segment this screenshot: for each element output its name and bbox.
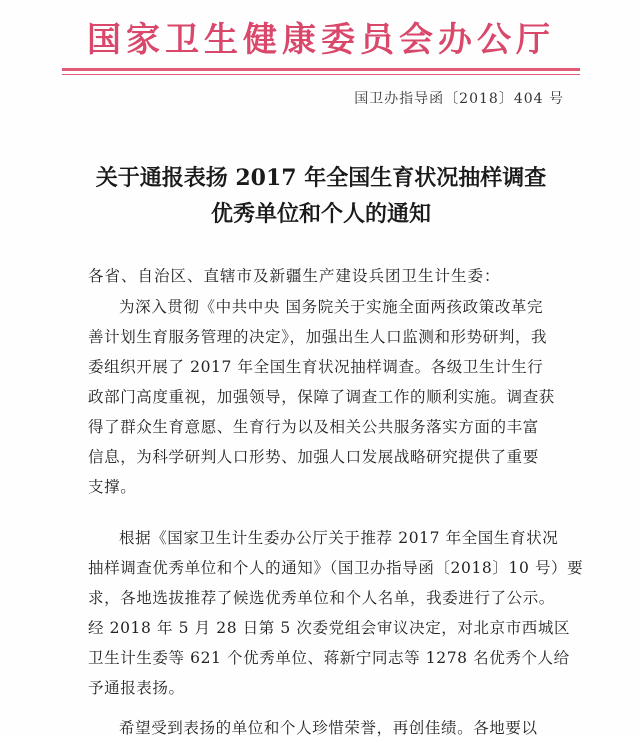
- paragraph-line: 善计划生育服务管理的决定》，加强出生人口监测和形势研判，我: [88, 328, 548, 346]
- title-line-2: 优秀单位和个人的通知: [210, 201, 431, 227]
- paragraph-3: [88, 713, 568, 743]
- paragraph-line: 支撑。: [88, 478, 137, 496]
- paragraph-line: 委组织开展了 2017 年全国生育状况抽样调查。各级卫生计生行: [88, 358, 544, 376]
- paragraph-line: 信息，为科学研判人口形势、加强人口发展战略研究提供了重要: [88, 448, 539, 466]
- paragraph-2: [88, 523, 584, 703]
- paragraph-line: 希望受到表扬的单位和个人珍惜荣誉，再创佳绩。各地要以: [119, 719, 538, 737]
- paragraph-line: 予通报表扬。: [88, 679, 185, 697]
- paragraph-line: 求，各地选拔推荐了候选优秀单位和个人名单，我委进行了公示。: [88, 589, 555, 607]
- letterhead-red-rule: [62, 68, 580, 71]
- letterhead-red-rule-thin: [62, 74, 580, 75]
- letterhead-org-name: 国家卫生健康委员会办公厅: [87, 20, 555, 60]
- paragraph-1: [88, 292, 568, 502]
- paragraph-line: 卫生计生委等 621 个优秀单位、蒋新宁同志等 1278 名优秀个人给: [88, 649, 570, 667]
- document-number: 国卫办指导函〔2018〕404 号: [354, 91, 564, 107]
- document-title: [60, 160, 582, 232]
- salutation: 各省、自治区、直辖市及新疆生产建设兵团卫生计生委：: [88, 267, 501, 285]
- paragraph-line: 根据《国家卫生计生委办公厅关于推荐 2017 年全国生育状况: [119, 529, 559, 547]
- paragraph-line: 抽样调查优秀单位和个人的通知》（国卫办指导函〔2018〕10 号）要: [88, 559, 584, 577]
- paragraph-line: 经 2018 年 5 月 28 日第 5 次委党组会审议决定，对北京市西城区: [88, 619, 571, 637]
- paragraph-line: 为深入贯彻《中共中央 国务院关于实施全面两孩政策改革完: [119, 298, 544, 316]
- title-line-1: 关于通报表扬 2017 年全国生育状况抽样调查: [95, 165, 547, 191]
- paragraph-line: 政部门高度重视，加强领导，保障了调查工作的顺利实施。调查获: [88, 388, 555, 406]
- paragraph-line: 得了群众生育意愿、生育行为以及相关公共服务落实方面的丰富: [88, 418, 539, 436]
